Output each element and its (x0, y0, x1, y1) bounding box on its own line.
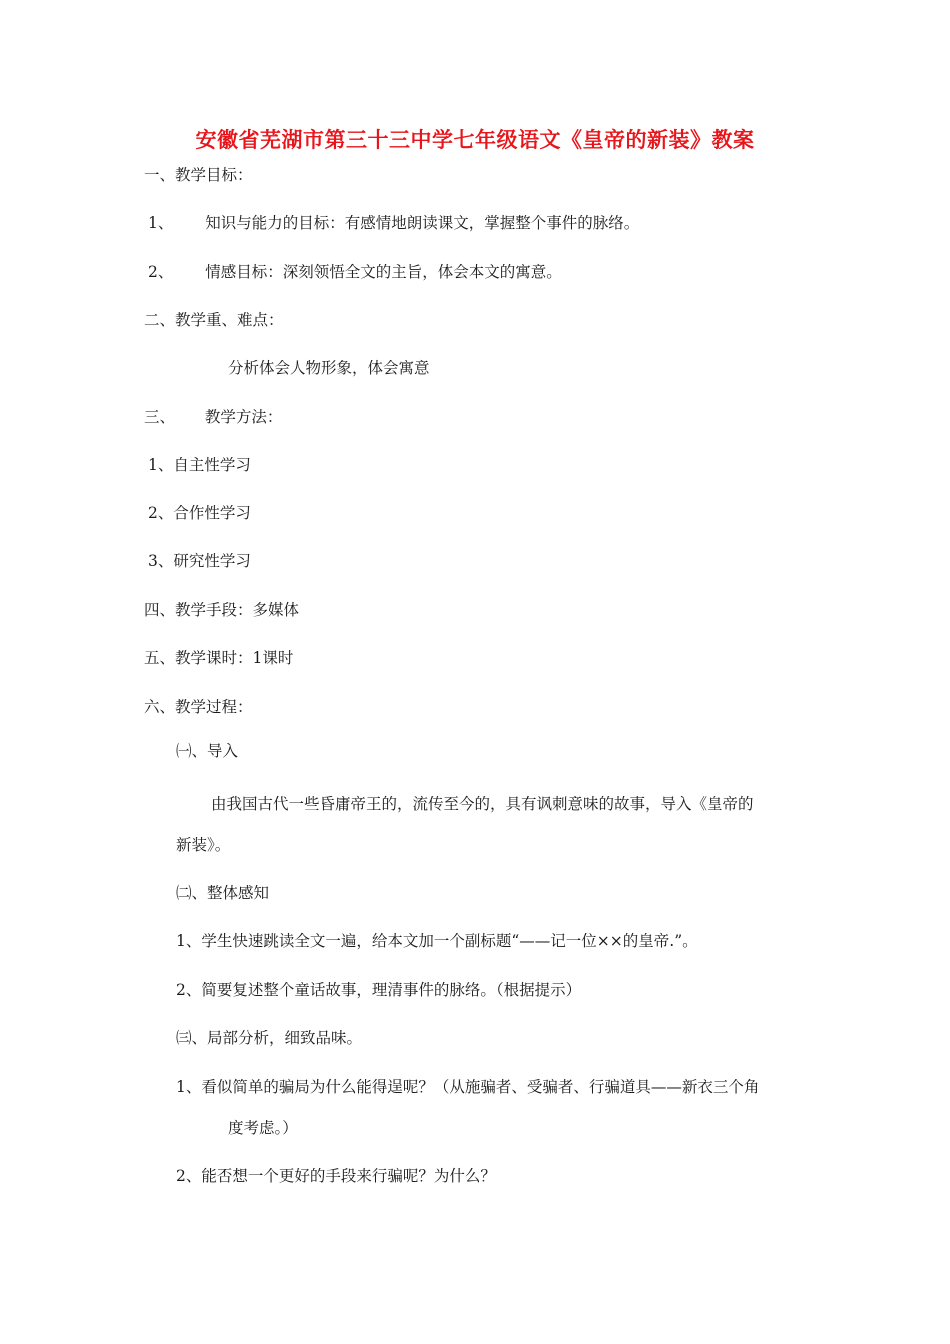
goal-2-number: 2、 (148, 263, 174, 281)
step-1-text-line-1: 由我国古代一些昏庸帝王的，流传至今的，具有讽刺意味的故事，导入《皇帝的 (211, 795, 754, 813)
step-3-item-1-line-2: 度考虑。） (228, 1119, 298, 1137)
goal-2 (148, 262, 562, 282)
goal-2-text: 情感目标：深刻领悟全文的主旨，体会本文的寓意。 (205, 263, 562, 281)
teaching-means: 四、教学手段：多媒体 (144, 601, 300, 619)
step-1-heading: ㈠、导入 (176, 742, 239, 760)
process-heading: 六、教学过程： (144, 698, 253, 716)
method-item-3: 3、研究性学习 (148, 552, 251, 570)
step-1-text-line-2: 新装》。 (176, 836, 231, 854)
step-3-item-2: 2、能否想一个更好的手段来行骗呢？为什么？ (176, 1167, 496, 1185)
method-item-1: 1、自主性学习 (148, 456, 251, 474)
class-hours: 五、教学课时：1课时 (144, 649, 294, 667)
step-3-item-1-line-1: 1、看似简单的骗局为什么能得逞呢？（从施骗者、受骗者、行骗道具——新衣三个角 (176, 1078, 760, 1096)
method-heading (144, 407, 282, 427)
key-points-text: 分析体会人物形象，体会寓意 (228, 359, 430, 377)
goals-heading: 一、教学目标： (144, 166, 253, 184)
method-item-2: 2、合作性学习 (148, 504, 251, 522)
goal-1-text: 知识与能力的目标：有感情地朗读课文，掌握整个事件的脉络。 (205, 214, 640, 232)
step-2-heading: ㈡、整体感知 (176, 884, 270, 902)
method-heading-text: 教学方法： (204, 408, 283, 426)
goal-1 (148, 213, 639, 233)
step-3-heading: ㈢、局部分析，细致品味。 (176, 1029, 363, 1047)
goal-1-number: 1、 (148, 214, 174, 232)
method-heading-number: 三、 (144, 408, 176, 426)
step-2-item-2: 2、简要复述整个童话故事，理清事件的脉络。（根据提示） (176, 981, 582, 999)
step-2-item-1: 1、学生快速跳读全文一遍，给本文加一个副标题“——记一位××的皇帝.”。 (176, 932, 698, 950)
key-points-heading: 二、教学重、难点： (144, 311, 284, 329)
document-title: 安徽省芜湖市第三十三中学七年级语文《皇帝的新装》教案 (195, 128, 755, 152)
